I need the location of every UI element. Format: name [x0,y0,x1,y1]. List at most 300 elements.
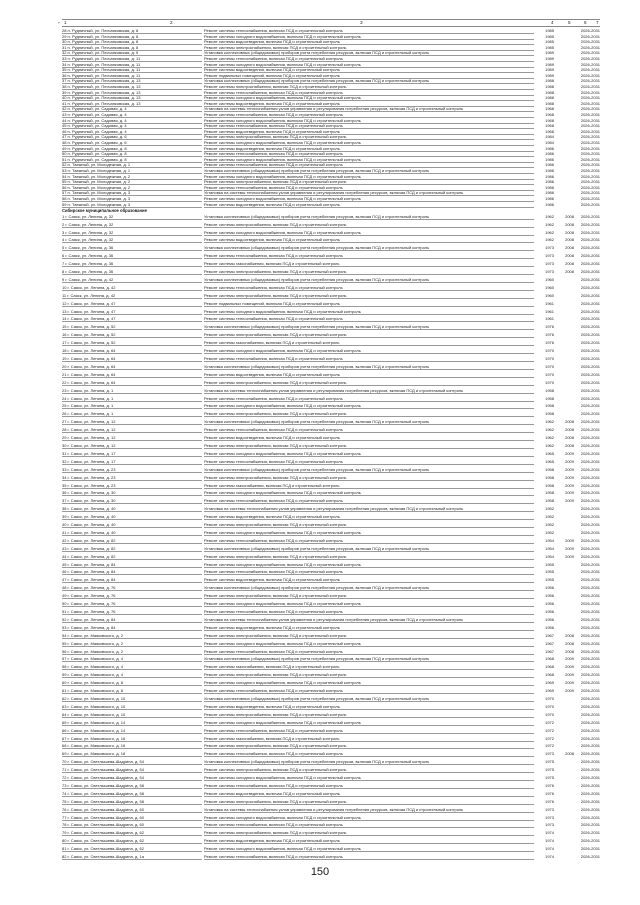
row-rule [62,780,202,781]
build-year-cell: 1972 [545,735,554,741]
work-type-cell: Ремонт системы теплоснабжения, включая ПСД и строительный контроль [204,609,343,614]
build-year-cell: 1973 [545,751,554,757]
work-type-cell: Ремонт системы электроснабжения, включая ПСД и строительный контроль [204,292,347,298]
row-rule [62,511,202,512]
work-type-cell: Установка коллективных (общедомовых) приборов учета потребления ресурсов, включая ПСД и строительный контроль [204,695,430,701]
address-cell: 36 г. Саяск, ул. Ленина, д. 30 [62,490,116,496]
address-cell: 50 п. Рудничный, ул. Садовая, д. 8 [62,151,127,157]
period-cell: 2026-2031 [580,145,600,151]
build-year-cell: 1986 [545,156,554,162]
row-rule [62,638,202,639]
period-cell: 2026-2031 [580,751,600,757]
period-cell: 2026-2031 [580,332,600,338]
row-rule [204,503,534,504]
period-cell: 2026-2031 [580,184,600,190]
period-cell: 2026-2031 [580,151,600,157]
table-row [62,728,600,733]
address-cell: 73 г. Саяск, ул. Светлышева-Шадрина, д. 58 [62,782,144,788]
table-row [62,62,600,67]
row-rule [62,401,202,402]
period-cell: 2026-2031 [580,632,600,638]
repair-year-cell: 2008 [565,648,574,654]
address-cell: 52 п. Таежный, ул. Молодежная, д. 1 [62,162,131,168]
work-type-cell: Ремонт системы водоотведения, включая ПСД и строительный контроль [204,703,340,709]
row-rule [204,654,534,655]
row-rule [62,242,202,243]
table-row [62,736,600,741]
row-rule [204,385,534,386]
table-row [62,269,600,274]
address-cell: 14 г. Саяск, ул. Ленина, д. 47 [62,316,116,322]
work-type-cell: Установка коллективных (общедомовых) приборов учета потребления ресурсов, включая ПСД и строительный контроль [204,585,430,591]
table-row [62,151,600,156]
row-rule [204,756,534,757]
header-top-rule [62,19,600,20]
build-year-cell: 1954 [545,553,554,559]
work-type-cell: Ремонт системы электроснабжения, включая ПСД и строительный контроль [204,332,347,338]
row-rule [62,725,202,726]
row-rule [62,582,202,583]
work-type-cell: Установка коллективных (общедомовых) приборов учета потребления ресурсов, включая ПСД и строительный контроль [204,419,430,425]
work-type-cell: Ремонт системы теплоснабжения, включая ПСД и строительный контроль [204,427,343,433]
row-rule [204,780,534,781]
row-rule [62,835,202,836]
address-cell: 35 г. Саяск, ул. Ленина, д. 23 [62,482,116,488]
build-year-cell: 1967 [545,640,554,646]
build-year-cell: 1969 [545,680,554,686]
work-type-cell: Установка коллективных (общедомовых) приборов учета потребления ресурсов, включая ПСД и строительный контроль [204,50,430,56]
period-cell: 2026-2031 [580,162,600,168]
row-rule [62,748,202,749]
work-type-cell: Ремонт системы холодного водоснабжения, включая ПСД и строительный контроль [204,61,361,67]
build-year-cell: 1972 [545,743,554,749]
table-row [62,775,600,780]
row-rule [62,606,202,607]
repair-year-cell: 2009 [565,458,574,464]
table-row [62,411,600,416]
work-type-cell: Ремонт системы водоотведения, включая ПСД и строительный контроль [204,237,340,243]
period-cell: 2026-2031 [580,173,600,179]
address-cell: 68 г. Саяск, ул. Маяковского, д. 16 [62,743,126,749]
work-type-cell: Ремонт системы теплоснабжения, включая ПСД и строительный контроль [204,727,343,733]
address-cell: 39 г. Саяск, ул. Ленина, д. 40 [62,514,116,520]
row-rule [62,764,202,765]
table-row [62,324,600,329]
table-row [62,838,600,843]
build-year-cell: 1958 [545,490,554,496]
build-year-cell: 1962 [545,442,554,448]
period-cell: 2026-2031 [580,28,600,33]
row-rule [62,361,202,362]
row-rule [204,321,534,322]
period-cell: 2026-2031 [580,695,600,701]
repair-year-cell: 2008 [565,229,574,235]
section-heading: Сибирское муниципальное образование [62,207,147,213]
period-cell: 2026-2031 [580,308,600,314]
row-rule [62,693,202,694]
build-year-cell: 1954 [545,537,554,543]
row-rule [62,622,202,623]
period-cell: 2026-2031 [580,168,600,173]
table-row [62,625,600,630]
address-cell: 3 г. Саяск, ул. Ленина, д. 32 [62,229,114,235]
period-cell: 2026-2031 [580,276,600,282]
address-cell: 53 г. Саяск, ул. Ленина, д. 84 [62,624,116,630]
work-type-cell: Ремонт системы электроснабжения, включая ПСД и строительный контроль [204,474,347,480]
table-row [62,743,600,748]
period-cell: 2026-2031 [580,482,600,488]
work-type-cell: Ремонт системы электроснабжения, включая ПСД и строительный контроль [204,44,347,50]
work-type-cell: Установка коллективных (общедомовых) приборов учета потребления ресурсов, включая ПСД и строительный контроль [204,363,430,369]
row-rule [204,764,534,765]
address-cell: 13 г. Саяск, ул. Ленина, д. 47 [62,308,116,314]
address-cell: 48 г. Саяск, ул. Ленина, д. 76 [62,585,116,591]
work-type-cell: Установка коллективных (общедомовых) приборов учета потребления ресурсов, включая ПСД и строительный контроль [204,656,430,662]
address-cell: 16 г. Саяск, ул. Ленина, д. 52 [62,332,116,338]
work-type-cell: Ремонт системы холодного водоснабжения, включая ПСД и строительный контроль [204,561,361,567]
row-rule [204,235,534,236]
table-row [62,95,600,100]
work-type-cell: Ремонт системы электроснабжения, включая ПСД и строительный контроль [204,179,347,185]
build-year-cell: 1986 [545,151,554,157]
repair-year-cell: 2008 [565,269,574,275]
build-year-cell: 1958 [545,387,554,393]
address-cell: 33 г. Саяск, ул. Ленина, д. 23 [62,466,116,472]
repair-year-cell: 2008 [565,442,574,448]
build-year-cell: 1968 [545,117,554,123]
address-cell: 75 г. Саяск, ул. Светлышева-Шадрина, д. 58 [62,798,144,804]
address-cell: 2 г. Саяск, ул. Ленина, д. 32 [62,221,114,227]
period-cell: 2026-2031 [580,822,600,828]
page-number: 150 [310,866,330,878]
address-cell: 60 г. Саяск, ул. Маяковского, д. 8 [62,680,124,686]
build-year-cell: 1962 [545,229,554,235]
row-rule [62,464,202,465]
table-row [62,822,600,827]
row-rule [204,812,534,813]
build-year-cell: 1976 [545,324,554,330]
build-year-cell: 1976 [545,798,554,804]
period-cell: 2026-2031 [580,798,600,804]
period-cell: 2026-2031 [580,727,600,733]
row-rule [62,329,202,330]
row-rule [62,677,202,678]
period-cell: 2026-2031 [580,190,600,196]
work-type-cell: Ремонт системы водоотведения, включая ПСД и строительный контроль [204,201,340,207]
work-type-cell: Ремонт системы газоснабжения, включая ПСД и строительный контроль [204,664,340,670]
address-cell: 54 п. Таежный, ул. Молодежная, д. 2 [62,173,131,179]
period-cell: 2026-2031 [580,324,600,330]
build-year-cell: 1956 [545,585,554,591]
period-cell: 2026-2031 [580,466,600,472]
row-rule [62,227,202,228]
row-rule [204,207,534,208]
address-cell: 33 п. Рудничный, ул. Песчанковская, д. 11 [62,56,141,61]
address-cell: 28 г. Саяск, ул. Ленина, д. 12 [62,427,116,433]
row-rule [204,685,534,686]
repair-year-cell: 2009 [565,498,574,504]
row-rule [62,337,202,338]
address-cell: 82 г. Саяск, ул. Светлышева-Шадрина, д. 1а [62,854,144,860]
work-type-cell: Ремонт системы холодного водоснабжения, включая ПСД и строительный контроль [204,173,361,179]
row-rule [62,654,202,655]
table-row [62,146,600,151]
build-year-cell: 1974 [545,838,554,844]
build-year-cell: 1976 [545,782,554,788]
work-type-cell: Установка коллективных (общедомовых) приборов учета потребления ресурсов, включая ПСД и строительный контроль [204,545,430,551]
build-year-cell: 1952 [545,506,554,512]
table-row [62,601,600,606]
work-type-cell: Ремонт системы электроснабжения, включая ПСД и строительный контроль [204,269,347,275]
row-rule [204,369,534,370]
work-type-cell: Ремонт системы водоотведения, включая ПСД и строительный контроль [204,838,340,844]
table-row [62,34,600,39]
row-rule [204,677,534,678]
row-rule [62,290,202,291]
period-cell: 2026-2031 [580,292,600,298]
work-type-cell: Ремонт системы теплоснабжения, включая ПСД и строительный контроль [204,184,343,190]
table-row [62,190,600,195]
address-cell: 51 п. Рудничный, ул. Садовая, д. 8 [62,156,127,162]
row-rule [62,669,202,670]
address-cell: 34 п. Рудничный, ул. Песчанковская, д. 11 [62,61,141,67]
row-rule [204,306,534,307]
period-cell: 2026-2031 [580,790,600,796]
table-row [62,123,600,128]
row-rule [204,843,534,844]
table-row [62,78,600,83]
address-cell: 56 г. Саяск, ул. Маяковского, д. 2 [62,648,124,654]
row-rule [204,290,534,291]
address-cell: 80 г. Саяск, ул. Светлышева-Шадрина, д. 62 [62,838,144,844]
work-type-cell: Ремонт системы водоотведения, включая ПСД и строительный контроль [204,435,340,441]
row-rule [204,250,534,251]
table-row [62,118,600,123]
work-type-cell: Ремонт системы водоотведения, включая ПСД и строительный контроль [204,39,340,45]
table-row [62,253,600,258]
row-rule [62,472,202,473]
build-year-cell: 1988 [545,100,554,106]
work-type-cell: Установка коллективных (общедомовых) приборов учета потребления ресурсов, включая ПСД и строительный контроль [204,276,430,282]
table-row [62,672,600,677]
row-rule [62,804,202,805]
build-year-cell: 1970 [545,711,554,717]
address-cell: 41 п. Рудничный, ул. Песчанковская, д. 13 [62,100,141,106]
work-type-cell: Ремонт системы теплоснабжения, включая ПСД и строительный контроль [204,569,343,575]
period-cell: 2026-2031 [580,419,600,425]
work-type-cell: Ремонт системы холодного водоснабжения, включая ПСД и строительный контроль [204,490,361,496]
repair-year-cell: 2008 [565,237,574,243]
period-cell: 2026-2031 [580,269,600,275]
address-cell: 71 г. Саяск, ул. Светлышева-Шадрина, д. 54 [62,767,144,773]
address-cell: 6 г. Саяск, ул. Ленина, д. 36 [62,253,114,259]
build-year-cell: 1962 [545,221,554,227]
work-type-cell: Ремонт системы теплоснабжения, включая ПСД и строительный контроль [204,648,343,654]
table-row [62,293,600,298]
work-type-cell: Ремонт системы теплоснабжения, включая ПСД и строительный контроль [204,112,343,117]
table-row [62,435,600,440]
work-type-cell: Ремонт системы электроснабжения, включая ПСД и строительный контроль [204,411,347,417]
address-cell: 67 г. Саяск, ул. Маяковского, д. 16 [62,735,126,741]
address-cell: 7 г. Саяск, ул. Ленина, д. 36 [62,261,114,267]
table-row [62,577,600,582]
period-cell: 2026-2031 [580,363,600,369]
header-col-5: 5 [568,20,571,25]
period-cell: 2026-2031 [580,387,600,393]
row-rule [204,590,534,591]
row-rule [204,788,534,789]
work-type-cell: Ремонт системы теплоснабжения, включая ПСД и строительный контроль [204,284,343,290]
build-year-cell: 1958 [545,474,554,480]
work-type-cell: Ремонт системы электроснабжения, включая ПСД и строительный контроль [204,522,347,528]
period-cell: 2026-2031 [580,44,600,50]
address-cell: 50 г. Саяск, ул. Ленина, д. 76 [62,601,116,607]
period-cell: 2026-2031 [580,474,600,480]
row-rule [204,488,534,489]
header-bottom-rule [62,26,600,27]
row-rule [62,772,202,773]
period-cell: 2026-2031 [580,140,600,145]
table-row [62,483,600,488]
work-type-cell: Установка коллективных (общедомовых) приборов учета потребления ресурсов, включая ПСД и строительный контроль [204,759,430,765]
row-rule [62,306,202,307]
build-year-cell: 1972 [545,727,554,733]
table-row [62,90,600,95]
row-rule [204,582,534,583]
address-cell: 79 г. Саяск, ул. Светлышева-Шадрина, д. 62 [62,830,144,836]
row-rule [62,314,202,315]
address-cell: 28 п. Рудничный, ул. Песчанковская, д. 8 [62,28,139,33]
work-type-cell: Ремонт системы теплоснабжения, включая ПСД и строительный контроль [204,56,343,61]
build-year-cell: 1958 [545,498,554,504]
period-cell: 2026-2031 [580,624,600,630]
row-rule [204,519,534,520]
table-row [62,443,600,448]
work-type-cell: Ремонт системы теплоснабжения, включая ПСД и строительный контроль [204,498,343,504]
work-type-cell: Ремонт системы холодного водоснабжения, включая ПСД и строительный контроль [204,529,361,535]
period-cell: 2026-2031 [580,442,600,448]
work-type-cell: Ремонт системы теплоснабжения, включая ПСД и строительный контроль [204,28,343,33]
table-row [62,759,600,764]
address-cell: 65 г. Саяск, ул. Маяковского, д. 14 [62,719,126,725]
build-year-cell: 1973 [545,253,554,259]
build-year-cell: 1962 [545,427,554,433]
period-cell: 2026-2031 [580,743,600,749]
work-type-cell: Установка на системы теплоснабжения узлов управления и регулирования потребления ресурсов, включая ПСД и строительный контроль [204,806,464,812]
build-year-cell: 1986 [545,145,554,151]
period-cell: 2026-2031 [580,830,600,836]
build-year-cell: 1986 [545,190,554,196]
address-cell: 47 г. Саяск, ул. Ленина, д. 84 [62,577,116,583]
period-cell: 2026-2031 [580,601,600,607]
address-cell: 31 п. Рудничный, ул. Песчанковская, д. 8 [62,44,139,50]
table-row [62,712,600,717]
header-col-4: 4 [551,20,554,25]
build-year-cell: 1973 [545,245,554,251]
build-year-cell: 1986 [545,179,554,185]
row-rule [204,464,534,465]
work-type-cell: Ремонт системы холодного водоснабжения, включая ПСД и строительный контроль [204,33,361,39]
row-rule [204,559,534,560]
build-year-cell: 1988 [545,89,554,95]
row-rule [204,551,534,552]
period-cell: 2026-2031 [580,435,600,441]
work-type-cell: Ремонт системы холодного водоснабжения, включая ПСД и строительный контроль [204,348,361,354]
address-cell: 61 г. Саяск, ул. Маяковского, д. 8 [62,688,124,694]
work-type-cell: Ремонт системы электроснабжения, включая ПСД и строительный контроль [204,672,347,678]
address-cell: 54 г. Саяск, ул. Маяковского, д. 2 [62,632,124,638]
repair-year-cell: 2009 [565,664,574,670]
build-year-cell: 1989 [545,72,554,78]
row-rule [204,661,534,662]
address-cell: 57 п. Таежный, ул. Молодежная, д. 3 [62,190,131,196]
address-cell: 5 г. Саяск, ул. Ленина, д. 36 [62,245,114,251]
build-year-cell: 1974 [545,846,554,852]
period-cell: 2026-2031 [580,106,600,112]
work-type-cell: Ремонт системы холодного водоснабжения, включая ПСД и строительный контроль [204,775,361,781]
build-year-cell: 1969 [545,688,554,694]
address-cell: 20 г. Саяск, ул. Ленина, д. 64 [62,363,116,369]
build-year-cell: 1965 [545,450,554,456]
row-rule [204,567,534,568]
row-rule [62,820,202,821]
table-row [62,348,600,353]
build-year-cell: 1962 [545,237,554,243]
build-year-cell: 1973 [545,814,554,820]
row-rule [62,495,202,496]
table-row [62,277,600,282]
repair-year-cell: 2008 [565,419,574,425]
work-type-cell: Ремонт системы электроснабжения, включая ПСД и строительный контроль [204,553,347,559]
repair-year-cell: 2008 [565,213,574,219]
period-cell: 2026-2031 [580,569,600,575]
table-row [62,538,600,543]
row-rule [62,559,202,560]
build-year-cell: 1989 [545,61,554,67]
build-year-cell: 1970 [545,703,554,709]
period-cell: 2026-2031 [580,585,600,591]
row-rule [204,574,534,575]
row-rule [62,235,202,236]
address-cell: 44 п. Рудничный, ул. Садовая, д. 4 [62,117,127,123]
row-rule [204,393,534,394]
row-rule [62,369,202,370]
address-cell: 55 п. Таежный, ул. Молодежная, д. 2 [62,179,131,185]
work-type-cell: Ремонт системы электроснабжения, включая ПСД и строительный контроль [204,798,347,804]
table-row [62,451,600,456]
table-row [62,179,600,184]
build-year-cell: 1984 [545,140,554,145]
address-cell: 52 г. Саяск, ул. Ленина, д. 84 [62,616,116,622]
table-row [62,364,600,369]
table-row [62,403,600,408]
work-type-cell: Ремонт системы теплоснабжения, включая ПСД и строительный контроль [204,822,343,828]
work-type-cell: Ремонт системы холодного водоснабжения, включая ПСД и строительный контроль [204,308,361,314]
build-year-cell: 1984 [545,134,554,140]
row-rule [62,567,202,568]
period-cell: 2026-2031 [580,348,600,354]
build-year-cell: 1985 [545,39,554,45]
address-cell: 38 п. Рудничный, ул. Песчанковская, д. 13 [62,84,141,89]
work-type-cell: Ремонт подвальных помещений, включая ПСД и строительный контроль [204,72,340,78]
table-row [62,214,600,219]
build-year-cell: 1961 [545,308,554,314]
build-year-cell: 1986 [545,201,554,207]
work-type-cell: Установка коллективных (общедомовых) приборов учета потребления ресурсов, включая ПСД и строительный контроль [204,213,430,219]
row-rule [62,827,202,828]
period-cell: 2026-2031 [580,506,600,512]
address-cell: 69 г. Саяск, ул. Маяковского, д. 18 [62,751,126,757]
